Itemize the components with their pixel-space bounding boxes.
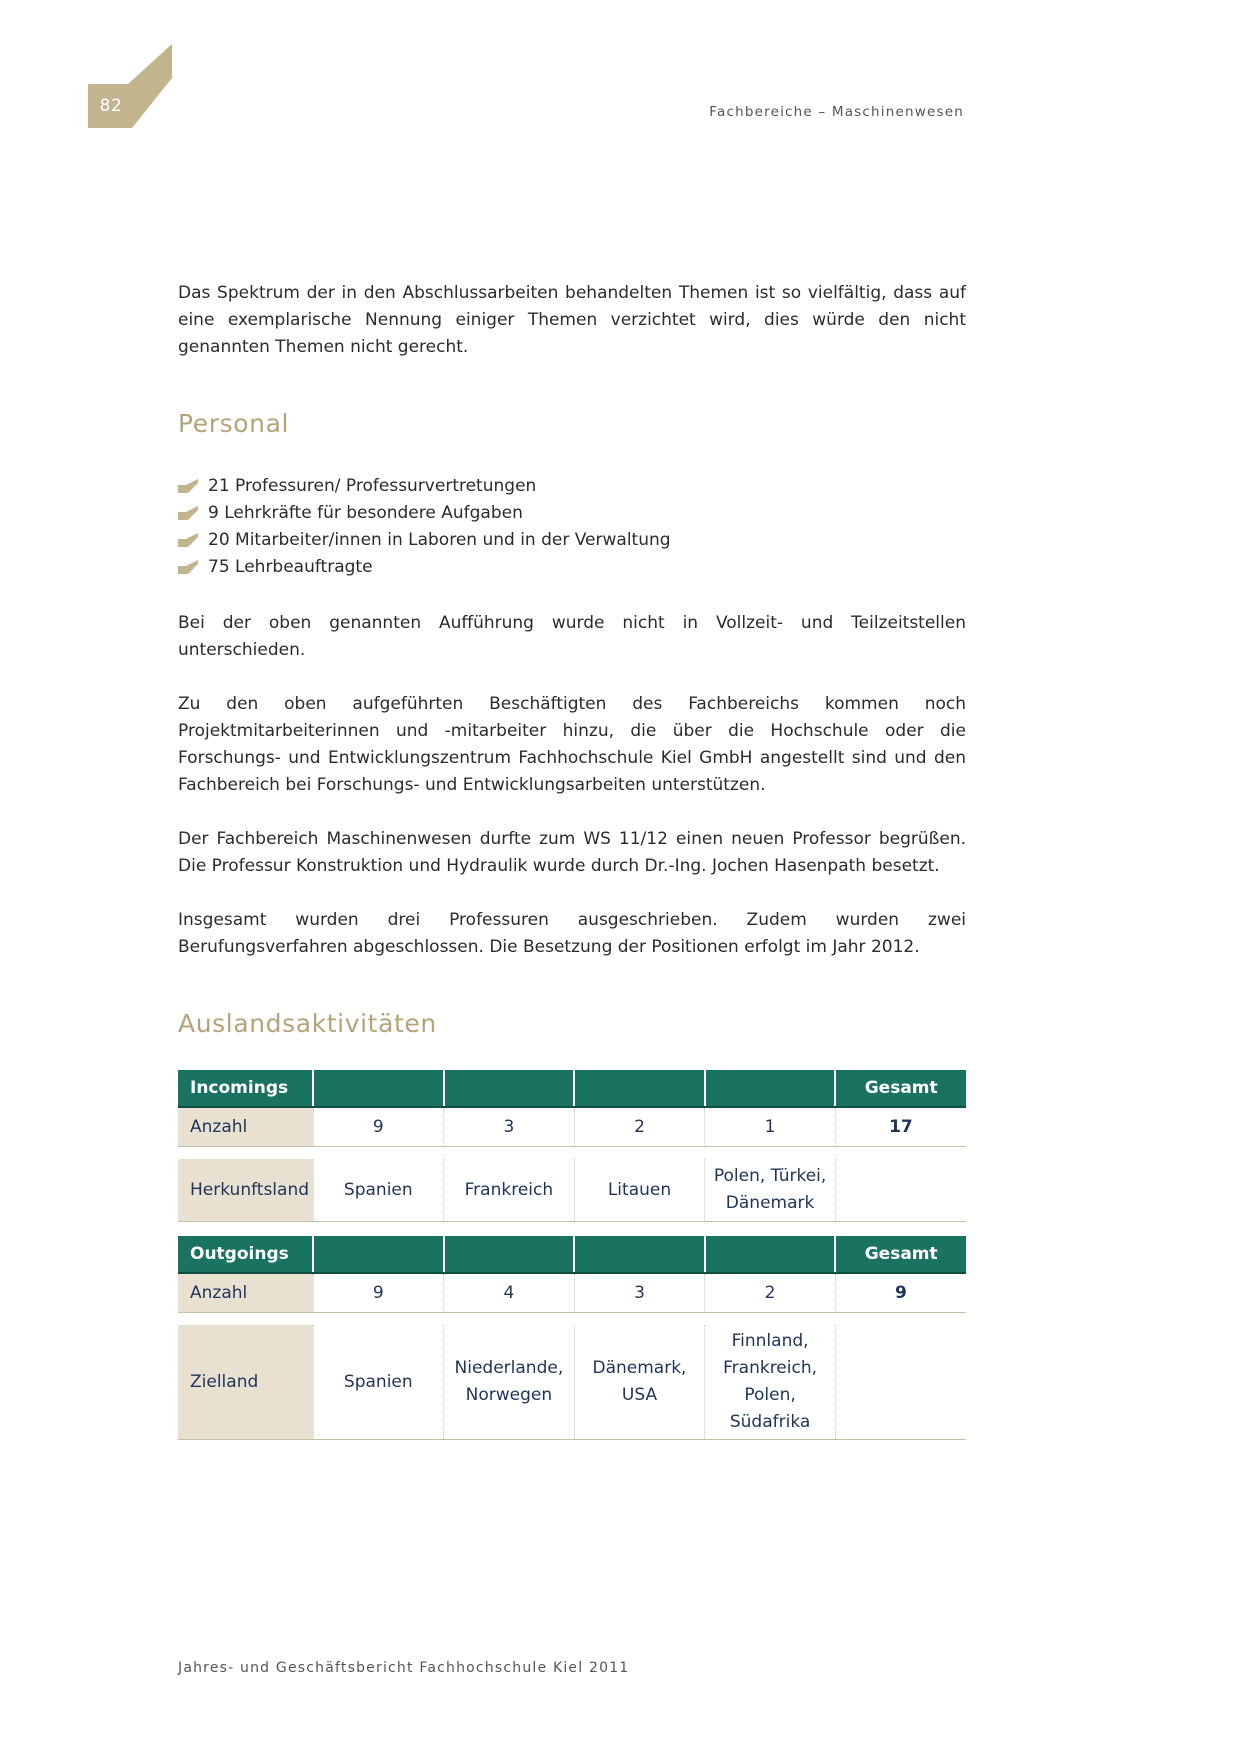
- ausland-table: [178, 1070, 966, 1440]
- list-item-text: 21 Professuren/ Professurvertretungen: [208, 476, 537, 496]
- table-cell: Polen, Türkei, Dänemark: [705, 1159, 836, 1222]
- table-cell: 2: [574, 1107, 705, 1147]
- incomings-title: Incomings: [178, 1070, 313, 1107]
- running-head: Fachbereiche – Maschinenwesen: [709, 104, 964, 120]
- table-row: [178, 1159, 966, 1222]
- body-paragraph: Zu den oben aufgeführten Beschäftigten des Fachbereichs kommen noch Projektmitarbeiterinnen und -mitarbeiter hinzu, die über die Hochschule oder die Forschungs- und Entwicklungszentrum Fachhochschule Kiel GmbH angestellt sind und den Fachbereich bei Forschungs- und Entwicklungsarbeiten unterstützen.: [178, 694, 966, 795]
- outgoings-title: Outgoings: [178, 1236, 313, 1273]
- table-cell: Spanien: [313, 1159, 444, 1222]
- table-cell: 9: [313, 1107, 444, 1147]
- list-item: [178, 500, 966, 527]
- list-item-text: 9 Lehrkräfte für besondere Aufgaben: [208, 503, 523, 523]
- intro-paragraph: Das Spektrum der in den Abschlussarbeiten behandelten Themen ist so vielfältig, dass auf eine exemplarische Nennung einiger Themen verzichtet wird, dies würde den nicht genannten Themen nicht gerecht.: [178, 283, 966, 357]
- table-cell: Spanien: [313, 1325, 444, 1440]
- page-footer: Jahres- und Geschäftsbericht Fachhochschule Kiel 2011: [178, 1660, 630, 1676]
- checkmark-bullet-icon: [178, 533, 198, 547]
- body-paragraph: Der Fachbereich Maschinenwesen durfte zum WS 11/12 einen neuen Professor begrüßen. Die Professur Konstruktion und Hydraulik wurde durch Dr.-Ing. Jochen Hasenpath besetzt.: [178, 829, 966, 876]
- table-cell: Niederlande, Norwegen: [444, 1325, 575, 1440]
- main-content: [178, 280, 966, 1440]
- table-cell-total: 17: [835, 1107, 966, 1147]
- row-label: Anzahl: [178, 1273, 313, 1313]
- table-cell: 1: [705, 1107, 836, 1147]
- list-item: [178, 554, 966, 581]
- incomings-header-row: [178, 1070, 966, 1107]
- outgoings-header-row: [178, 1236, 966, 1273]
- checkmark-bullet-icon: [178, 506, 198, 520]
- table-cell: Finnland, Frankreich, Polen, Südafrika: [705, 1325, 836, 1440]
- body-paragraph: Bei der oben genannten Aufführung wurde nicht in Vollzeit- und Teilzeitstellen unterschieden.: [178, 613, 966, 660]
- table-row: [178, 1107, 966, 1147]
- list-item-text: 75 Lehrbeauftragte: [208, 557, 373, 577]
- section-heading-personal: Personal: [178, 409, 290, 438]
- table-cell: 9: [313, 1273, 444, 1313]
- checkmark-bullet-icon: [178, 560, 198, 574]
- personal-list: [178, 473, 966, 581]
- row-label: Zielland: [178, 1325, 313, 1440]
- incomings-total-header: Gesamt: [835, 1070, 966, 1107]
- page-number: 82: [99, 96, 123, 116]
- table-cell: 3: [444, 1107, 575, 1147]
- table-row: [178, 1325, 966, 1440]
- table-cell: 3: [574, 1273, 705, 1313]
- table-cell: [835, 1159, 966, 1222]
- table-cell-total: 9: [835, 1273, 966, 1313]
- list-item-text: 20 Mitarbeiter/innen in Laboren und in der Verwaltung: [208, 530, 671, 550]
- table-cell: Litauen: [574, 1159, 705, 1222]
- table-cell: Frankreich: [444, 1159, 575, 1222]
- table-cell: [835, 1325, 966, 1440]
- checkmark-bullet-icon: [178, 479, 198, 493]
- list-item: [178, 473, 966, 500]
- table-cell: Dänemark, USA: [574, 1325, 705, 1440]
- table-cell: 4: [444, 1273, 575, 1313]
- list-item: [178, 527, 966, 554]
- table-cell: 2: [705, 1273, 836, 1313]
- row-label: Herkunftsland: [178, 1159, 313, 1222]
- outgoings-total-header: Gesamt: [835, 1236, 966, 1273]
- body-paragraph: Insgesamt wurden drei Professuren ausgeschrieben. Zudem wurden zwei Berufungsverfahren abgeschlossen. Die Besetzung der Positionen erfolgt im Jahr 2012.: [178, 910, 966, 957]
- row-label: Anzahl: [178, 1107, 313, 1147]
- table-row: [178, 1273, 966, 1313]
- section-heading-auslandsaktivitaeten: Auslandsaktivitäten: [178, 1009, 437, 1038]
